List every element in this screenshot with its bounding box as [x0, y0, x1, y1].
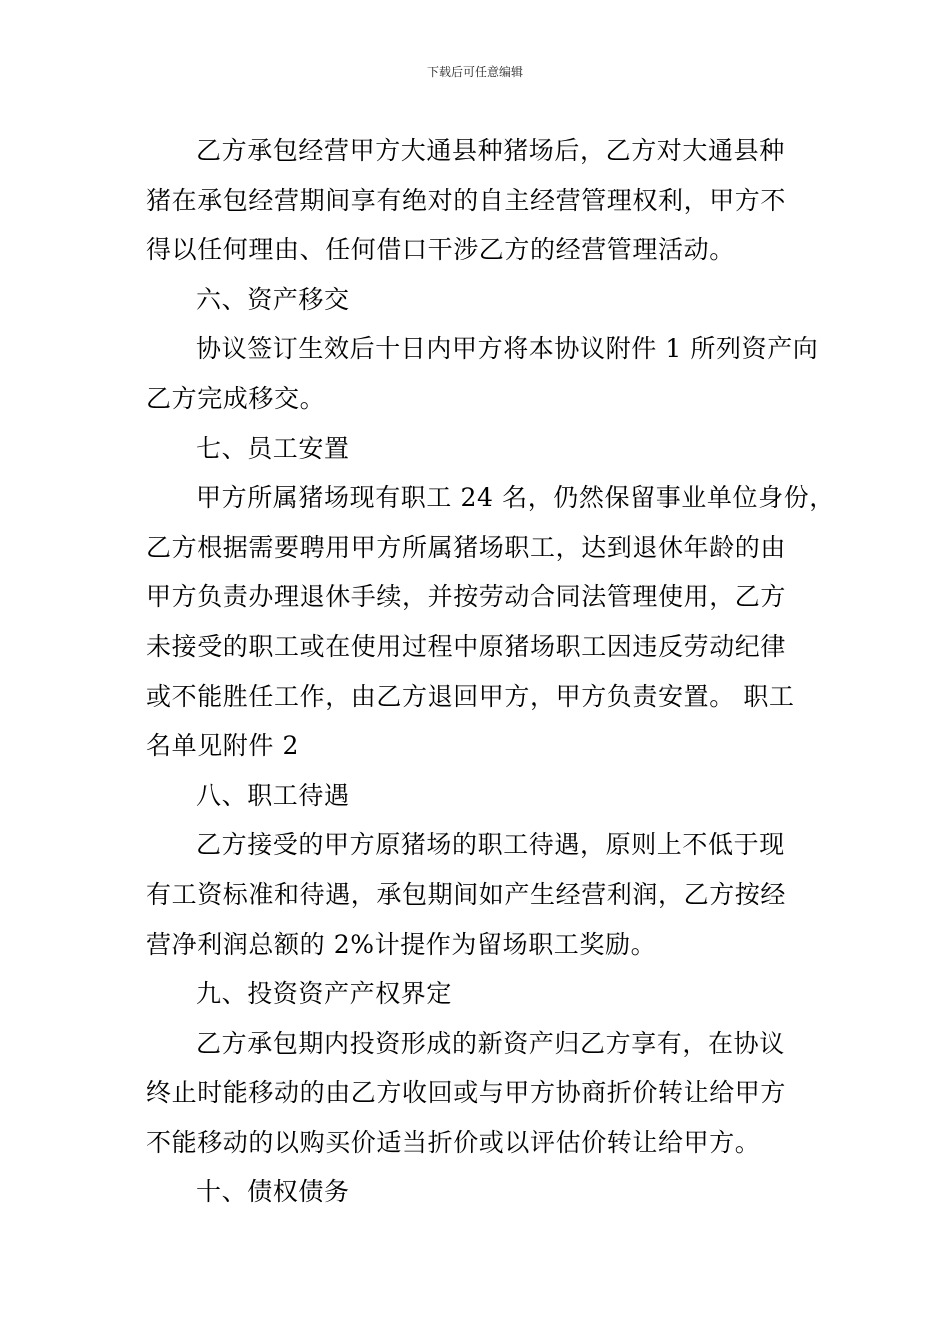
- text-line: 营净利润总额的 2%计提作为留场职工奖励。: [146, 929, 657, 959]
- page-header: 下载后可任意编辑: [426, 65, 523, 79]
- text-line: 未接受的职工或在使用过程中原猪场职工因违反劳动纪律: [146, 631, 787, 661]
- paragraph-asset-ownership: [146, 1019, 810, 1168]
- document-body: [146, 126, 835, 1217]
- heading-text: 八、职工待遇: [196, 780, 350, 810]
- paragraph-staff-placement: [146, 473, 835, 771]
- text-line: 不能移动的以购买价适当折价或以评估价转让给甲方。: [146, 1127, 761, 1157]
- text-line: 乙方承包经营甲方大通县种猪场后，乙方对大通县种: [196, 136, 785, 165]
- heading-text: 十、债权债务: [196, 1177, 350, 1207]
- text-line: 猪在承包经营期间享有绝对的自主经营管理权利，甲方不: [146, 185, 787, 215]
- text-line: 名单见附件 2: [146, 731, 300, 761]
- paragraph-contracting-rights: [146, 126, 810, 275]
- text-line: 或不能胜任工作，由乙方退回甲方，甲方负责安置。 职工: [146, 681, 795, 711]
- text-line: 得以任何理由、任何借口干涉乙方的经营管理活动。: [146, 235, 735, 265]
- text-line: 终止时能移动的由乙方收回或与甲方协商折价转让给甲方: [146, 1078, 787, 1108]
- text-line: 乙方根据需要聘用甲方所属猪场职工，达到退休年龄的由: [146, 532, 787, 562]
- text-line: 协议签订生效后十日内甲方将本协议附件 1 所列资产向: [196, 334, 819, 364]
- paragraph-asset-transfer: [146, 324, 819, 423]
- section-heading-asset-transfer: [146, 275, 810, 325]
- heading-text: 六、资产移交: [196, 284, 350, 314]
- text-line: 乙方完成移交。: [146, 383, 326, 413]
- text-line: 乙方承包期内投资形成的新资产归乙方享有，在协议: [196, 1028, 785, 1058]
- text-line: 有工资标准和待遇，承包期间如产生经营利润，乙方按经: [146, 879, 787, 909]
- text-line: 乙方接受的甲方原猪场的职工待遇，原则上不低于现: [196, 830, 785, 860]
- paragraph-staff-benefits: [146, 820, 810, 969]
- section-heading-debts: [146, 1167, 810, 1217]
- section-heading-staff-placement: [146, 424, 810, 474]
- heading-text: 九、投资资产产权界定: [196, 979, 453, 1009]
- text-line: 甲方所属猪场现有职工 24 名，仍然保留事业单位身份，: [196, 483, 835, 513]
- section-heading-asset-ownership: [146, 969, 810, 1019]
- heading-text: 七、员工安置: [196, 433, 350, 463]
- text-line: 甲方负责办理退休手续，并按劳动合同法管理使用，乙方: [146, 582, 787, 612]
- section-heading-staff-benefits: [146, 771, 810, 821]
